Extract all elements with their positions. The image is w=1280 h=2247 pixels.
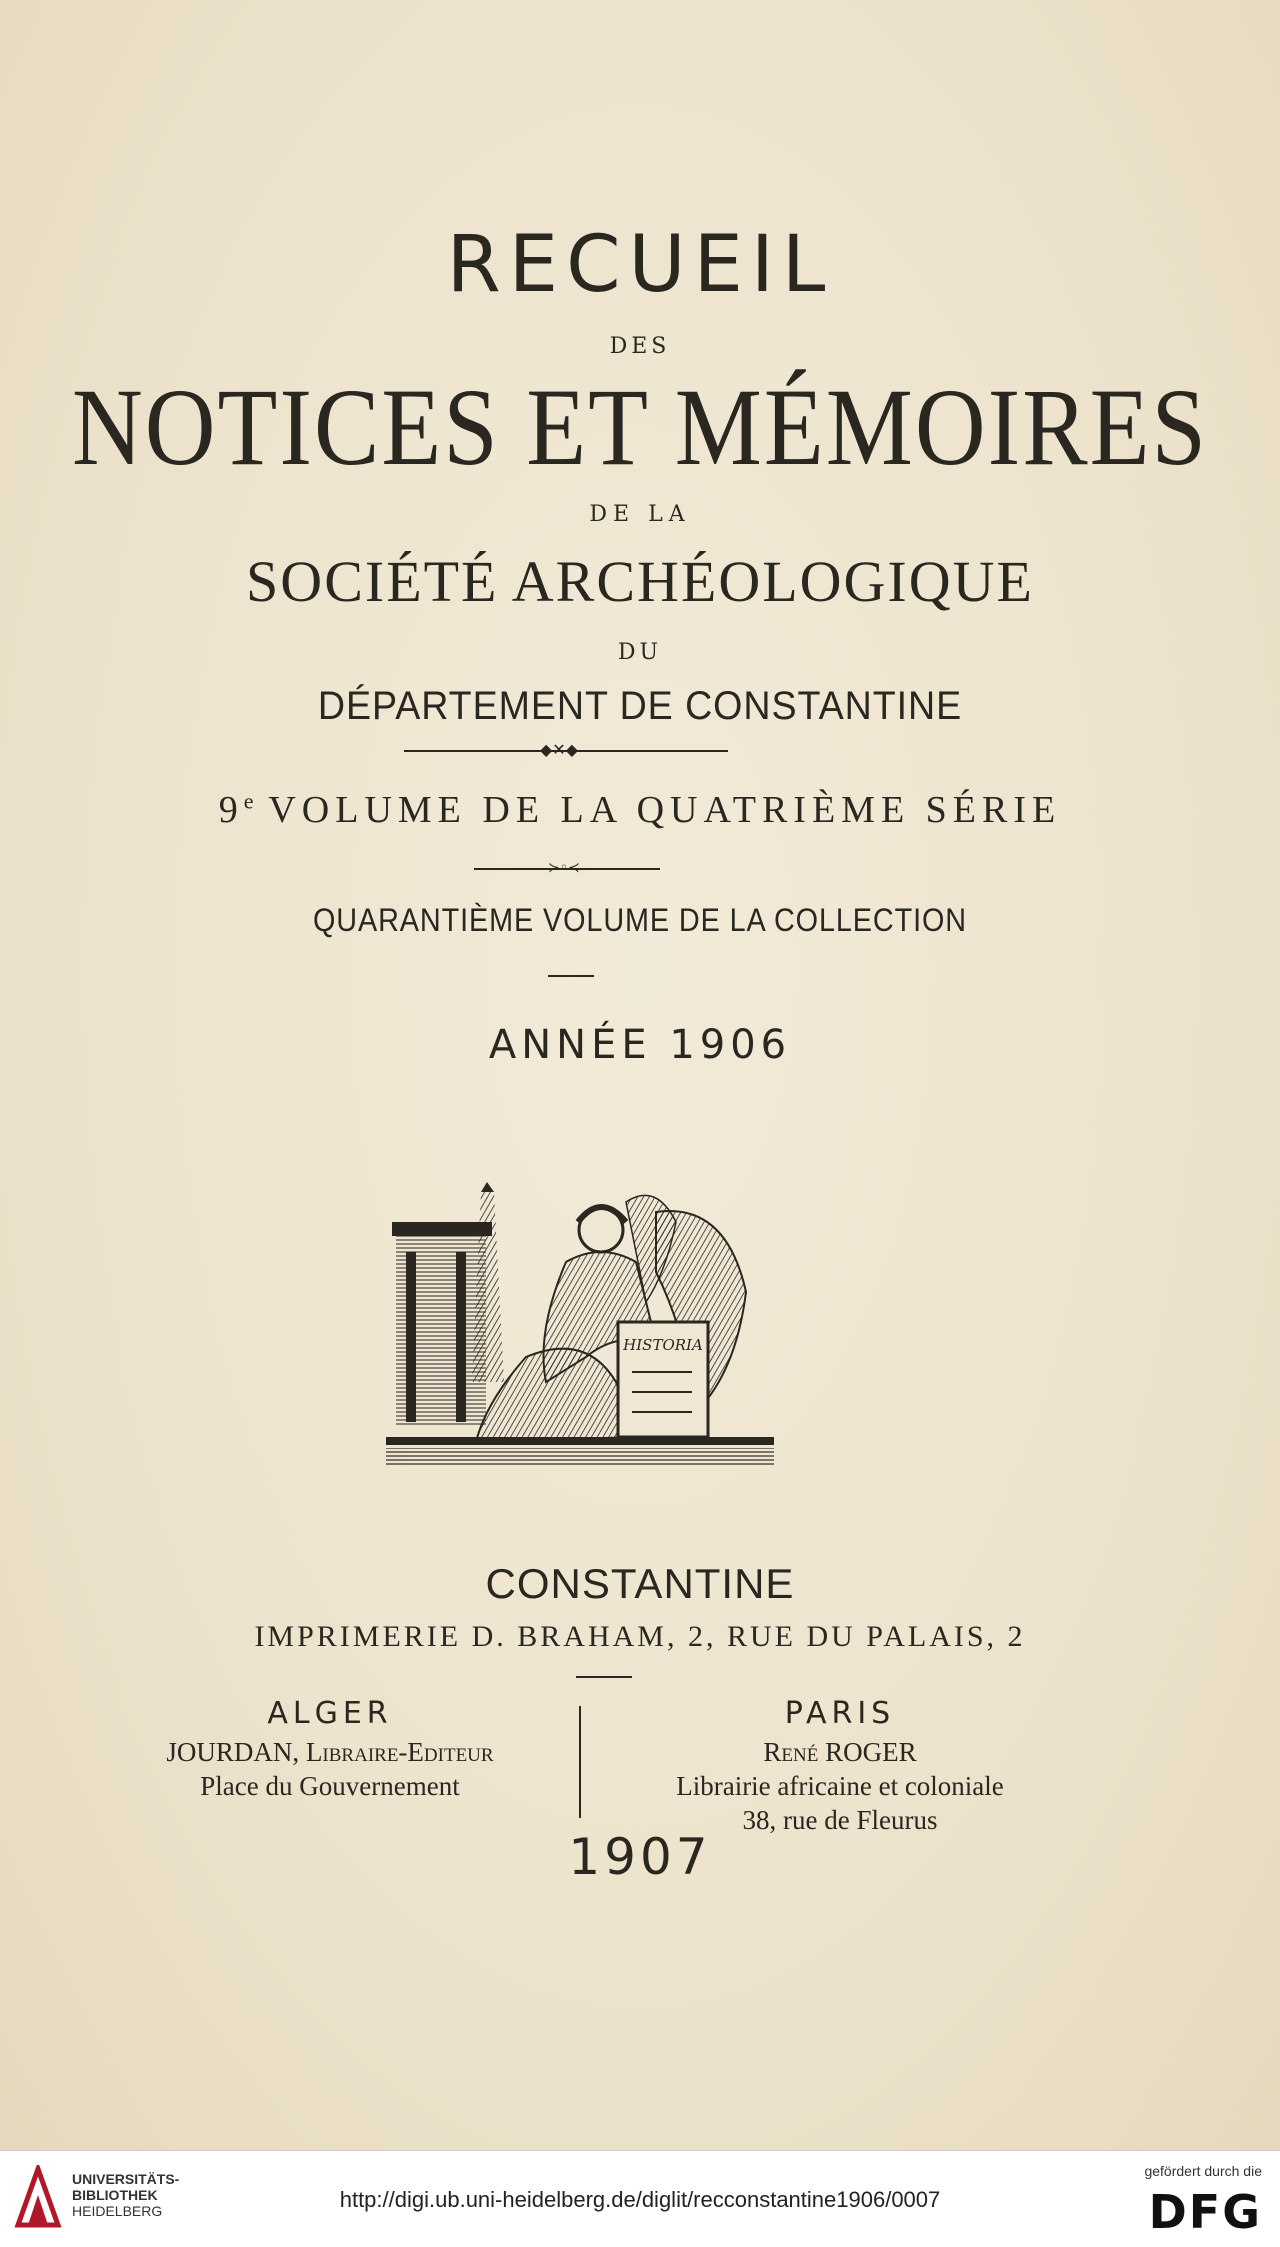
tablet-label: HISTORIA <box>623 1336 703 1354</box>
alger-publisher-role: Libraire-Editeur <box>305 1737 494 1767</box>
publication-year: 1907 <box>568 1828 712 1886</box>
title-de-la: DE LA <box>589 502 691 527</box>
alger-publisher <box>110 1696 550 1803</box>
title-recueil: RECUEIL <box>446 220 834 310</box>
paris-address: 38, rue de Fleurus <box>742 1805 938 1835</box>
collection-line: QUARANTIÈME VOLUME DE LA COLLECTION <box>312 902 968 938</box>
title-du: DU <box>617 640 663 665</box>
alger-city: ALGER <box>267 1696 393 1731</box>
ornament-fleuron-1: ◆✕◆ <box>540 740 579 759</box>
title-notices-et-memoires: NOTICES ET MÉMOIRES <box>71 367 1208 489</box>
library-name-line-2: BIBLIOTHEK <box>72 2187 158 2203</box>
volume-number: 9 <box>218 789 244 831</box>
publisher-divider <box>579 1706 581 1818</box>
short-rule <box>548 975 594 977</box>
paris-publisher <box>620 1696 1060 1837</box>
paris-city: PARIS <box>784 1696 896 1731</box>
paris-librairie: Librairie africaine et coloniale <box>676 1771 1004 1801</box>
title-societe: SOCIÉTÉ ARCHÉOLOGIQUE <box>246 549 1034 614</box>
digitization-footer <box>0 2150 1280 2247</box>
volume-text: VOLUME DE LA QUATRIÈME SÉRIE <box>268 789 1062 831</box>
short-rule-2 <box>576 1676 632 1678</box>
alger-address: Place du Gouvernement <box>200 1771 460 1801</box>
title-des: DES <box>609 334 671 359</box>
volume-superscript: e <box>243 788 254 814</box>
library-name-line-1: UNIVERSITÄTS- <box>72 2171 180 2187</box>
city-constantine: CONSTANTINE <box>485 1560 795 1607</box>
alger-publisher-name: JOURDAN, <box>166 1737 300 1767</box>
year-annee: ANNÉE 1906 <box>488 1022 792 1068</box>
dfg-logo: DFG <box>1148 2185 1262 2239</box>
title-departement: DÉPARTEMENT DE CONSTANTINE <box>317 684 963 728</box>
paris-publisher-name: René ROGER <box>763 1737 917 1767</box>
sponsor-caption: gefördert durch die <box>1144 2163 1262 2179</box>
printer-line: IMPRIMERIE D. BRAHAM, 2, RUE DU PALAIS, 2 <box>254 1620 1026 1653</box>
ornament-fleuron-2: ≻◦≺ <box>548 860 580 876</box>
historia-vignette-engraving <box>386 1182 774 1472</box>
library-name-line-3: HEIDELBERG <box>72 2203 163 2219</box>
volume-line <box>0 788 1280 832</box>
permalink-url[interactable]: http://digi.ub.uni-heidelberg.de/diglit/recconstantine1906/0007 <box>339 2187 941 2212</box>
alger-publisher-line <box>110 1735 550 1769</box>
